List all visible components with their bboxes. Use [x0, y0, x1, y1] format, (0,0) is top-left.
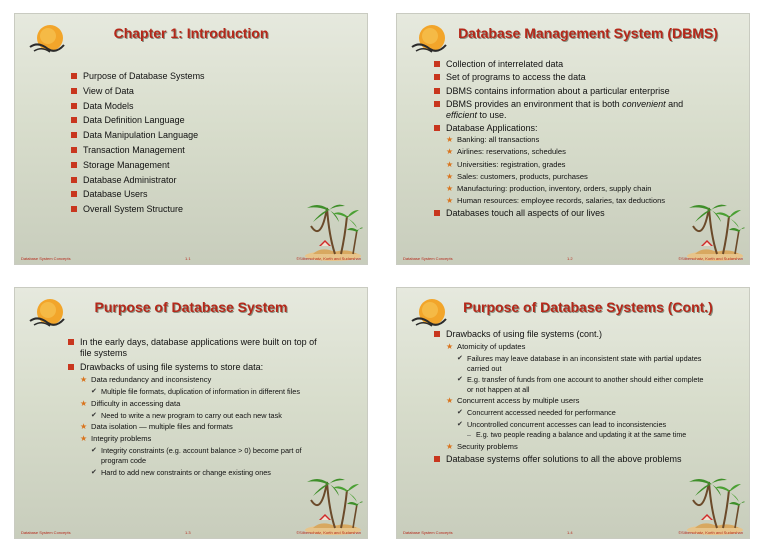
list-item: In the early days, database applications were built on top of file systems	[68, 337, 318, 359]
list-item: ★ Banking: all transactions	[446, 135, 540, 145]
star-bullet-icon: ★	[446, 147, 454, 157]
check-bullet-icon: ✔	[91, 388, 97, 395]
footer-page: 1.2	[567, 256, 573, 261]
footer-copyright: ©Silberschatz, Korth and Sudarshan	[296, 530, 361, 535]
drawbacks-list	[446, 342, 724, 452]
list-item: ★ Sales: customers, products, purchases	[446, 171, 588, 181]
list-item: ★ Atomicity of updates ✔ Failures may leave database in an inconsistent state with partial updates carried out ✔ E.g. transfer of funds from one account to another should either complete or not happen at all	[446, 342, 724, 394]
square-bullet-icon	[434, 456, 440, 462]
check-bullet-icon: ✔	[91, 411, 97, 419]
list-item: Data Manipulation Language	[71, 130, 351, 141]
list-item: Purpose of Database Systems	[71, 71, 351, 82]
drawbacks-list	[80, 375, 318, 478]
list-item: DBMS provides an environment that is both convenient and efficient to use.	[434, 99, 734, 121]
star-bullet-icon: ★	[446, 183, 454, 193]
footer-page: 1.1	[185, 256, 191, 261]
slide-1[interactable]	[14, 13, 368, 265]
list-item: Database Applications: ★ Banking: all transactions ★ Airlines: reservations, schedules ★ Universities: registration, grades ★ Sales: customers, products, purchases ★ Manufacturing: production, inventory, orders, supply chain ★ Human resources: employee records, salaries, tax deductions	[434, 123, 734, 206]
list-item: Database Users	[71, 189, 351, 200]
check-bullet-icon: ✔	[457, 420, 463, 428]
footer-copyright: ©Silberschatz, Korth and Sudarshan	[296, 256, 361, 261]
square-bullet-icon	[434, 210, 440, 216]
slide-3[interactable]	[14, 287, 368, 539]
list-item: Overall System Structure	[71, 204, 351, 215]
sub-list	[91, 446, 306, 478]
square-bullet-icon	[71, 206, 77, 212]
list-item: ★ Concurrent access by multiple users ✔ Concurrent accessed needed for performance ✔ Uncontrolled concurrent accesses can lead to inconsistencies – E.g. two people reading a balance and updating it at the same time	[446, 396, 724, 440]
footer-copyright: ©Silberschatz, Korth and Sudarshan	[678, 256, 743, 261]
footer-book: Database System Concepts	[21, 256, 71, 261]
square-bullet-icon	[71, 191, 77, 197]
list-item: DBMS contains information about a particular enterprise	[434, 86, 734, 97]
star-bullet-icon: ★	[446, 442, 454, 452]
footer-page: 1.3	[185, 530, 191, 535]
star-bullet-icon: ★	[446, 396, 454, 405]
square-bullet-icon	[71, 88, 77, 94]
star-bullet-icon: ★	[80, 398, 88, 408]
square-bullet-icon	[71, 147, 77, 153]
check-bullet-icon: ✔	[91, 469, 97, 476]
list-item: Collection of interrelated data	[434, 59, 734, 70]
purpose-list	[68, 337, 318, 478]
footer-book: Database System Concepts	[403, 530, 453, 535]
list-item: Set of programs to access the data	[434, 72, 734, 83]
list-item: View of Data	[71, 86, 351, 97]
list-item: ✔ Integrity constraints (e.g. account balance > 0) become part of program code	[91, 446, 302, 465]
sub-list	[91, 387, 318, 397]
square-bullet-icon	[71, 117, 77, 123]
list-item: Database systems offer solutions to all the above problems	[434, 454, 724, 465]
list-item: ★ Difficulty in accessing data ✔ Need to write a new program to carry out each new task	[80, 399, 318, 421]
list-item: Database Administrator	[71, 175, 351, 186]
slide-2[interactable]	[396, 13, 750, 265]
slide-title: Purpose of Database System	[94, 299, 288, 315]
square-bullet-icon	[434, 61, 440, 67]
star-bullet-icon: ★	[446, 159, 454, 169]
list-item: – E.g. two people reading a balance and updating it at the same time	[467, 431, 687, 439]
slide-title: Database Management System (DBMS)	[458, 25, 718, 41]
footer-book: Database System Concepts	[403, 256, 453, 261]
slide-title: Purpose of Database Systems (Cont.)	[463, 299, 713, 315]
list-item: ✔ Uncontrolled concurrent accesses can lead to inconsistencies – E.g. two people reading a balance and updating it at the same time	[457, 420, 707, 441]
list-item: Data Models	[71, 101, 351, 112]
list-item: ✔ Concurrent accessed needed for performance	[457, 408, 616, 417]
slide-title: Chapter 1: Introduction	[113, 25, 269, 41]
footer-page: 1.4	[567, 530, 573, 535]
star-bullet-icon: ★	[446, 196, 454, 206]
square-bullet-icon	[434, 88, 440, 94]
footer-book: Database System Concepts	[21, 530, 71, 535]
square-bullet-icon	[68, 339, 74, 345]
square-bullet-icon	[434, 101, 440, 107]
list-item: ★ Manufacturing: production, inventory, orders, supply chain	[446, 183, 652, 193]
list-item: ✔ E.g. transfer of funds from one account to another should either complete or not happen at all	[457, 375, 704, 394]
list-item: ✔ Multiple file formats, duplication of information in different files	[91, 387, 301, 396]
slide-footer	[397, 527, 749, 535]
square-bullet-icon	[71, 162, 77, 168]
sub-list	[457, 408, 707, 440]
list-item: ★ Human resources: employee records, salaries, tax deductions	[446, 196, 666, 206]
footer-copyright: ©Silberschatz, Korth and Sudarshan	[678, 530, 743, 535]
list-item: Transaction Management	[71, 145, 351, 156]
square-bullet-icon	[434, 125, 440, 131]
star-bullet-icon: ★	[446, 342, 454, 351]
purpose-cont-list	[434, 329, 724, 465]
square-bullet-icon	[68, 364, 74, 370]
square-bullet-icon	[71, 73, 77, 79]
list-item: ✔ Failures may leave database in an inconsistent state with partial updates carried out	[457, 354, 702, 373]
star-bullet-icon: ★	[80, 434, 88, 443]
slide-footer	[397, 253, 749, 261]
list-item: ✔ Need to write a new program to carry out each new task	[91, 410, 282, 420]
list-item: ★ Universities: registration, grades	[446, 159, 566, 169]
list-item: ★ Data isolation — multiple files and formats	[80, 422, 233, 431]
topic-list	[71, 71, 351, 215]
star-bullet-icon: ★	[80, 422, 88, 431]
check-bullet-icon: ✔	[457, 355, 463, 362]
slide-footer	[15, 253, 367, 261]
square-bullet-icon	[71, 132, 77, 138]
square-bullet-icon	[434, 74, 440, 80]
list-item: ★ Integrity problems ✔ Integrity constraints (e.g. account balance > 0) become part of program code ✔ Hard to add new constraints or change existing ones	[80, 434, 318, 478]
square-bullet-icon	[71, 103, 77, 109]
list-item: ★ Airlines: reservations, schedules	[446, 147, 566, 157]
square-bullet-icon	[434, 331, 440, 337]
list-item: Drawbacks of using file systems to store data: ★ Data redundancy and inconsistency ✔ Multiple file formats, duplication of information in different files ★ Difficulty in accessing data ✔ Need to write a new program to carry out each new task ★ Data isolation — multiple files and formats ★ Integrity problems ✔ Integrity constraints (e.g. account balance > 0) become part of program code ✔ Hard to add new constraints or change existing ones	[68, 362, 318, 478]
list-item: Data Definition Language	[71, 115, 351, 126]
sub-list	[457, 354, 707, 394]
slide-4[interactable]	[396, 287, 750, 539]
check-bullet-icon: ✔	[91, 447, 97, 454]
list-item: ★ Data redundancy and inconsistency ✔ Multiple file formats, duplication of information in different files	[80, 375, 318, 397]
list-item: ✔ Hard to add new constraints or change existing ones	[91, 468, 271, 477]
sub-list	[467, 431, 697, 440]
list-item: Databases touch all aspects of our lives	[434, 208, 734, 219]
list-item: ★ Security problems	[446, 442, 518, 452]
check-bullet-icon: ✔	[457, 376, 463, 383]
list-item: Storage Management	[71, 160, 351, 171]
star-bullet-icon: ★	[80, 375, 88, 384]
star-bullet-icon: ★	[446, 171, 454, 181]
square-bullet-icon	[71, 177, 77, 183]
sub-list	[91, 411, 318, 421]
star-bullet-icon: ★	[446, 135, 454, 145]
dash-bullet-icon: –	[467, 432, 471, 439]
check-bullet-icon: ✔	[457, 409, 463, 416]
list-item: Drawbacks of using file systems (cont.) ★ Atomicity of updates ✔ Failures may leave database in an inconsistent state with partial updates carried out ✔ E.g. transfer of funds from one account to another should either complete or not happen at all ★ Concurrent access by multiple users ✔ Concurrent accessed needed for performance ✔ Uncontrolled concurrent accesses can lead to inconsistencies – E.g. two people reading a balance and updating it at the same time ★ Security problems	[434, 329, 724, 452]
slide-footer	[15, 527, 367, 535]
